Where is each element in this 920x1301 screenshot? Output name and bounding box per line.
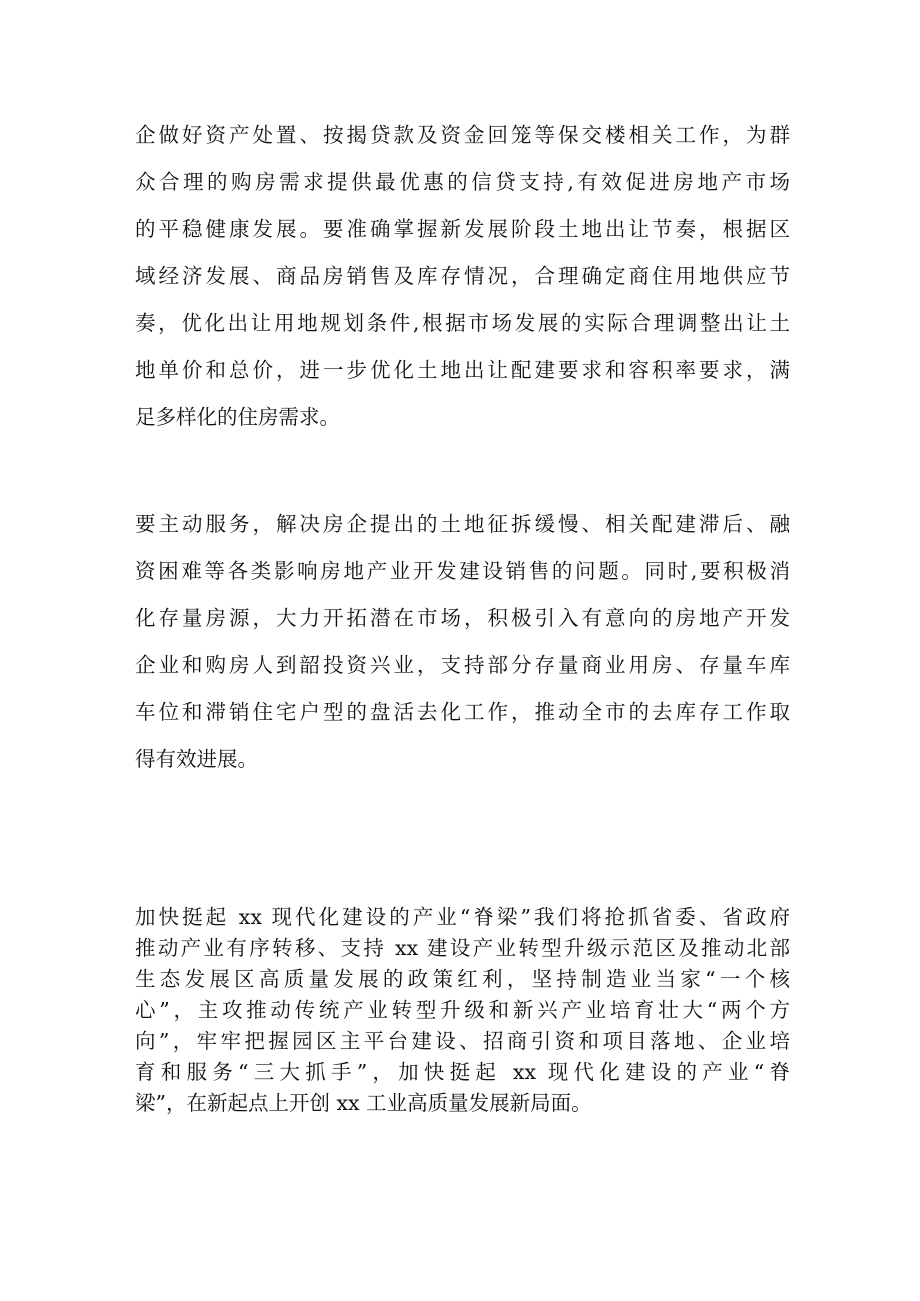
text-line: 得有效进展。 [135,747,258,771]
paragraph-industry-backbone [135,902,790,1119]
text-line: 域经济发展、商品房销售及库存情况，合理确定商住用地供应节 [135,264,790,288]
text-line: 向”，牢牢把握园区主平台建设、招商引资和项目落地、企业培 [135,1029,790,1053]
text-line: 地单价和总价，进一步优化土地出让配建要求和容积率要求，满 [135,358,790,382]
text-line: 要主动服务，解决房企提出的土地征拆缓慢、相关配建滞后、融 [135,512,790,536]
text-line: 足多样化的住房需求。 [135,405,340,429]
paragraph-active-service [135,501,790,783]
text-line: 加快挺起 xx 现代化建设的产业“脊梁”我们将抢抓省委、省政府 [135,905,790,929]
text-line: 育和服务“三大抓手”，加快挺起 xx 现代化建设的产业“脊 [135,1060,790,1084]
text-line: 奏，优化出让用地规划条件,根据市场发展的实际合理调整出让土 [135,311,790,335]
text-line: 心”，主攻推动传统产业转型升级和新兴产业培育壮大“两个方 [135,998,790,1022]
text-line: 推动产业有序转移、支持 xx 建设产业转型升级示范区及推动北部 [135,936,790,960]
paragraph-housing-finance [135,112,790,441]
text-line: 众合理的购房需求提供最优惠的信贷支持,有效促进房地产市场 [135,170,790,194]
text-line: 企做好资产处置、按揭贷款及资金回笼等保交楼相关工作，为群 [135,123,790,147]
text-line: 车位和滞销住宅户型的盘活去化工作，推动全市的去库存工作取 [135,700,790,724]
text-line: 梁”，在新起点上开创 xx 工业高质量发展新局面。 [135,1091,592,1115]
text-line: 企业和购房人到韶投资兴业，支持部分存量商业用房、存量车库 [135,653,790,677]
text-line: 化存量房源，大力开拓潜在市场，积极引入有意向的房地产开发 [135,606,790,630]
text-line: 生态发展区高质量发展的政策红利，坚持制造业当家“一个核 [135,967,790,991]
text-line: 资困难等各类影响房地产业开发建设销售的问题。同时,要积极消 [135,559,790,583]
text-line: 的平稳健康发展。要准确掌握新发展阶段土地出让节奏，根据区 [135,217,790,241]
